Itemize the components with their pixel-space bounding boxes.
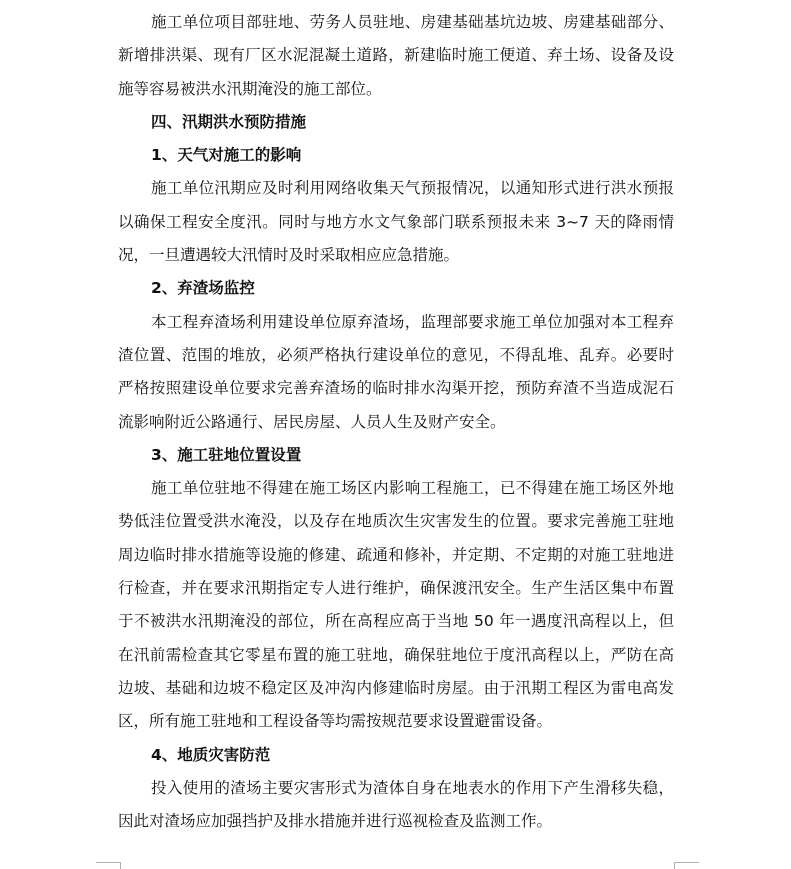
page-corner-mark-right	[674, 862, 699, 869]
paragraph-weather-impact: 施工单位汛期应及时利用网络收集天气预报情况，以通知形式进行洪水预报以确保工程安全度汛。同时与地方水文气象部门联系预报未来 3~7 天的降雨情况，一旦遭遇较大汛情时及时采取相应应急措施。	[118, 179, 674, 265]
paragraph-site-location: 施工单位驻地不得建在施工场区内影响工程施工，已不得建在施工场区外地势低洼位置受洪水淹没，以及存在地质次生灾害发生的位置。要求完善施工驻地周边临时排水措施等设施的修建、疏通和修补，并定期、不定期的对施工驻地进行检查，并在要求汛期指定专人进行维护，确保渡汛安全。生产生活区集中布置于不被洪水汛期淹没的部位，所在高程应高于当地 50 年一遇度汛高程以上，但在汛前需检查其它零星布置的施工驻地，确保驻地位于度汛高程以上，严防在高边坡、基础和边坡不稳定区及冲沟内修建临时房屋。由于汛期工程区为雷电高发区，所有施工驻地和工程设备等均需按规范要求设置避雷设备。	[118, 479, 674, 731]
paragraph-construction-sites: 施工单位项目部驻地、劳务人员驻地、房建基础基坑边坡、房建基础部分、新增排洪渠、现有厂区水泥混凝土道路，新建临时施工便道、弃土场、设备及设施等容易被洪水汛期淹没的施工部位。	[118, 13, 674, 98]
subheading-site-location: 3、施工驻地位置设置	[151, 445, 302, 464]
page-corner-mark-left	[96, 862, 121, 869]
document-body	[118, 6, 674, 838]
subheading-geological-hazard: 4、地质灾害防范	[151, 745, 271, 764]
section-heading-flood-prevention: 四、汛期洪水预防措施	[151, 112, 307, 131]
paragraph-geological-hazard: 投入使用的渣场主要灾害形式为渣体自身在地表水的作用下产生滑移失稳，因此对渣场应加强挡护及排水措施并进行巡视检查及监测工作。	[118, 778, 674, 831]
subheading-weather-impact: 1、天气对施工的影响	[151, 146, 302, 165]
paragraph-spoil-yard: 本工程弃渣场利用建设单位原弃渣场，监理部要求施工单位加强对本工程弃渣位置、范围的堆放，必须严格执行建设单位的意见，不得乱堆、乱弃。必要时严格按照建设单位要求完善弃渣场的临时排水沟渠开挖，预防弃渣不当造成泥石流影响附近公路通行、居民房屋、人员人生及财产安全。	[118, 312, 674, 431]
subheading-spoil-yard: 2、弃渣场监控	[151, 279, 255, 298]
